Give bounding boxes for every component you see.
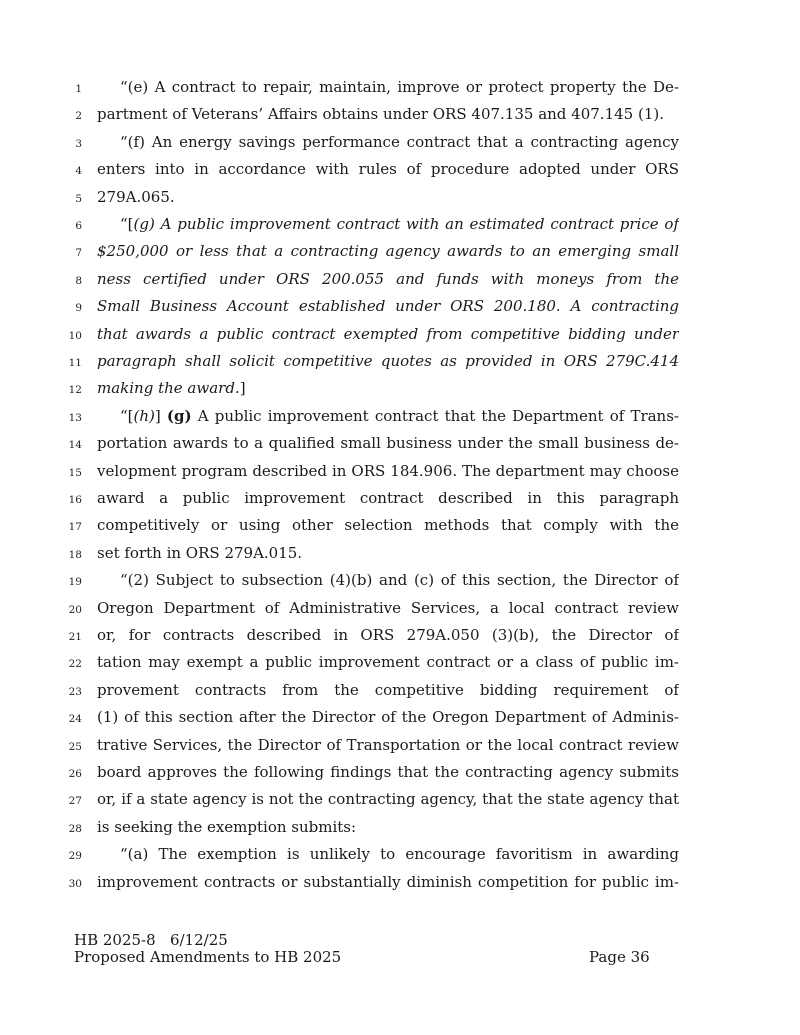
deleted-text: $250,000 or less that a contracting agency awards to an emerging small [97, 242, 679, 261]
text-segment: provement contracts from the competitive bidding requirement of [97, 680, 679, 699]
text-segment: improvement contracts or substantially diminish competition for public im- [97, 872, 679, 891]
line-text [97, 759, 679, 786]
text-line [0, 759, 800, 786]
line-number: 25 [68, 740, 82, 753]
text-segment: board approves the following findings that the contracting agency submits [97, 763, 679, 781]
text-line [0, 485, 800, 512]
text-segment: “(f) An energy savings performance contract that a contracting agency [120, 132, 679, 151]
text-segment: trative Services, the Director of Transportation or the local contract review [97, 735, 679, 754]
line-text [97, 430, 679, 457]
text-line [0, 375, 800, 402]
deleted-text: (g) A public improvement contract with an estimated contract price of [133, 215, 679, 233]
line-number: 15 [68, 466, 82, 479]
line-text [97, 704, 679, 731]
text-line [0, 156, 800, 183]
text-segment: “(e) A contract to repair, maintain, improve or protect property the De- [120, 78, 679, 96]
line-text [97, 238, 679, 265]
line-text [97, 595, 679, 622]
deleted-text: paragraph shall solicit competitive quotes as provided in ORS 279C.414 [97, 352, 679, 370]
line-text [97, 732, 679, 759]
line-number: 10 [68, 329, 82, 342]
line-number: 14 [68, 439, 82, 452]
footer-title: Proposed Amendments to HB 2025 [74, 948, 342, 966]
text-segment: A public improvement contract that the Department of Trans- [191, 406, 679, 425]
text-segment: is seeking the exemption submits: [97, 817, 357, 836]
text-segment: “[ [120, 215, 134, 233]
line-text [97, 786, 679, 813]
text-segment: ] [239, 379, 246, 398]
text-line [0, 266, 800, 293]
line-number: 12 [68, 384, 82, 397]
text-line [0, 293, 800, 320]
line-text [97, 869, 679, 896]
line-number: 8 [75, 274, 82, 287]
text-segment: or, if a state agency is not the contracting agency, that the state agency that [97, 790, 679, 809]
text-line [0, 348, 800, 375]
text-segment: ] [154, 406, 167, 425]
line-text [97, 677, 679, 704]
footer-page-number: Page 36 [589, 948, 650, 966]
text-line [0, 540, 800, 567]
line-number: 22 [68, 658, 82, 671]
text-segment: 279A.065. [97, 187, 175, 206]
line-text [97, 485, 679, 512]
text-line [0, 430, 800, 457]
text-segment: velopment program described in ORS 184.906. The department may choose [97, 461, 679, 480]
line-number: 18 [68, 548, 82, 561]
line-number: 13 [68, 411, 82, 424]
text-line [0, 74, 800, 101]
text-line [0, 814, 800, 841]
text-segment: “(2) Subject to subsection (4)(b) and (c) of this section, the Director of [120, 571, 679, 590]
line-number: 2 [75, 110, 82, 123]
text-segment: partment of Veterans’ Affairs obtains under ORS 407.135 and 407.145 (1). [97, 105, 664, 124]
line-number: 24 [68, 713, 82, 726]
line-number: 26 [68, 768, 82, 780]
line-number: 16 [68, 494, 82, 506]
line-text [97, 512, 679, 539]
text-line [0, 595, 800, 622]
line-text [97, 266, 679, 293]
text-segment: set forth in ORS 279A.015. [97, 543, 303, 562]
line-text [97, 184, 679, 211]
text-segment: or, for contracts described in ORS 279A.050 (3)(b), the Director of [97, 626, 679, 644]
line-number: 23 [68, 685, 82, 698]
line-text [97, 156, 679, 183]
line-text [97, 540, 679, 567]
text-line [0, 101, 800, 128]
line-number: 3 [75, 137, 82, 150]
line-number: 21 [68, 631, 82, 643]
line-text [120, 403, 679, 430]
text-line [0, 184, 800, 211]
deleted-text: (h) [133, 406, 155, 425]
text-segment: award a public improvement contract described in this paragraph [97, 489, 679, 507]
line-number: 7 [75, 247, 82, 260]
text-line [0, 512, 800, 539]
line-text [120, 74, 679, 101]
line-number: 17 [68, 521, 82, 534]
line-number: 1 [75, 83, 82, 95]
text-segment: competitively or using other selection methods that comply with the [97, 516, 679, 535]
text-line [0, 786, 800, 813]
line-number: 30 [68, 877, 82, 890]
text-line [0, 869, 800, 896]
text-line [0, 649, 800, 676]
line-number: 4 [75, 165, 82, 178]
footer-bill-version: HB 2025-8 6/12/25 [74, 931, 228, 949]
text-segment: (1) of this section after the Director of the Oregon Department of Adminis- [97, 708, 679, 727]
line-text [120, 567, 679, 594]
text-line [0, 238, 800, 265]
line-number: 28 [68, 822, 82, 835]
line-text [97, 293, 679, 320]
text-line [0, 403, 800, 430]
line-text [97, 348, 679, 375]
line-text [120, 129, 679, 156]
text-segment: tation may exempt a public improvement contract or a class of public im- [97, 653, 679, 672]
line-number: 5 [75, 192, 82, 205]
text-line [0, 677, 800, 704]
line-text [97, 375, 679, 402]
text-line [0, 211, 800, 238]
deleted-text: Small Business Account established under ORS 200.180. A contracting [97, 297, 679, 316]
text-segment: portation awards to a qualified small business under the small business de- [97, 434, 679, 453]
line-text [97, 321, 679, 348]
text-line [0, 732, 800, 759]
line-text [120, 211, 679, 238]
line-number: 20 [68, 603, 82, 616]
line-text [120, 841, 679, 868]
deleted-text: that awards a public contract exempted from competitive bidding under [97, 324, 679, 343]
line-text [97, 101, 679, 128]
line-number: 6 [75, 220, 82, 232]
text-line [0, 567, 800, 594]
line-number: 29 [68, 850, 82, 863]
line-text [97, 458, 679, 485]
text-segment: Oregon Department of Administrative Services, a local contract review [97, 598, 679, 617]
text-line [0, 704, 800, 731]
text-line [0, 321, 800, 348]
deleted-text: ness certified under ORS 200.055 and funds with moneys from the [97, 269, 679, 288]
text-line [0, 458, 800, 485]
line-number: 11 [68, 357, 82, 369]
line-text [97, 814, 679, 841]
line-text [97, 622, 679, 649]
text-segment: enters into in accordance with rules of procedure adopted under ORS [97, 160, 679, 179]
text-segment: “[ [120, 406, 134, 425]
line-number: 27 [68, 795, 82, 808]
deleted-text: making the award. [97, 379, 240, 398]
text-line [0, 129, 800, 156]
line-number: 19 [68, 576, 82, 589]
line-text [97, 649, 679, 676]
text-line [0, 841, 800, 868]
line-number: 9 [75, 302, 82, 315]
page-footer [74, 932, 674, 966]
text-line [0, 622, 800, 649]
text-segment: “(a) The exemption is unlikely to encourage favoritism in awarding [120, 845, 679, 864]
inserted-text: (g) [166, 406, 192, 425]
